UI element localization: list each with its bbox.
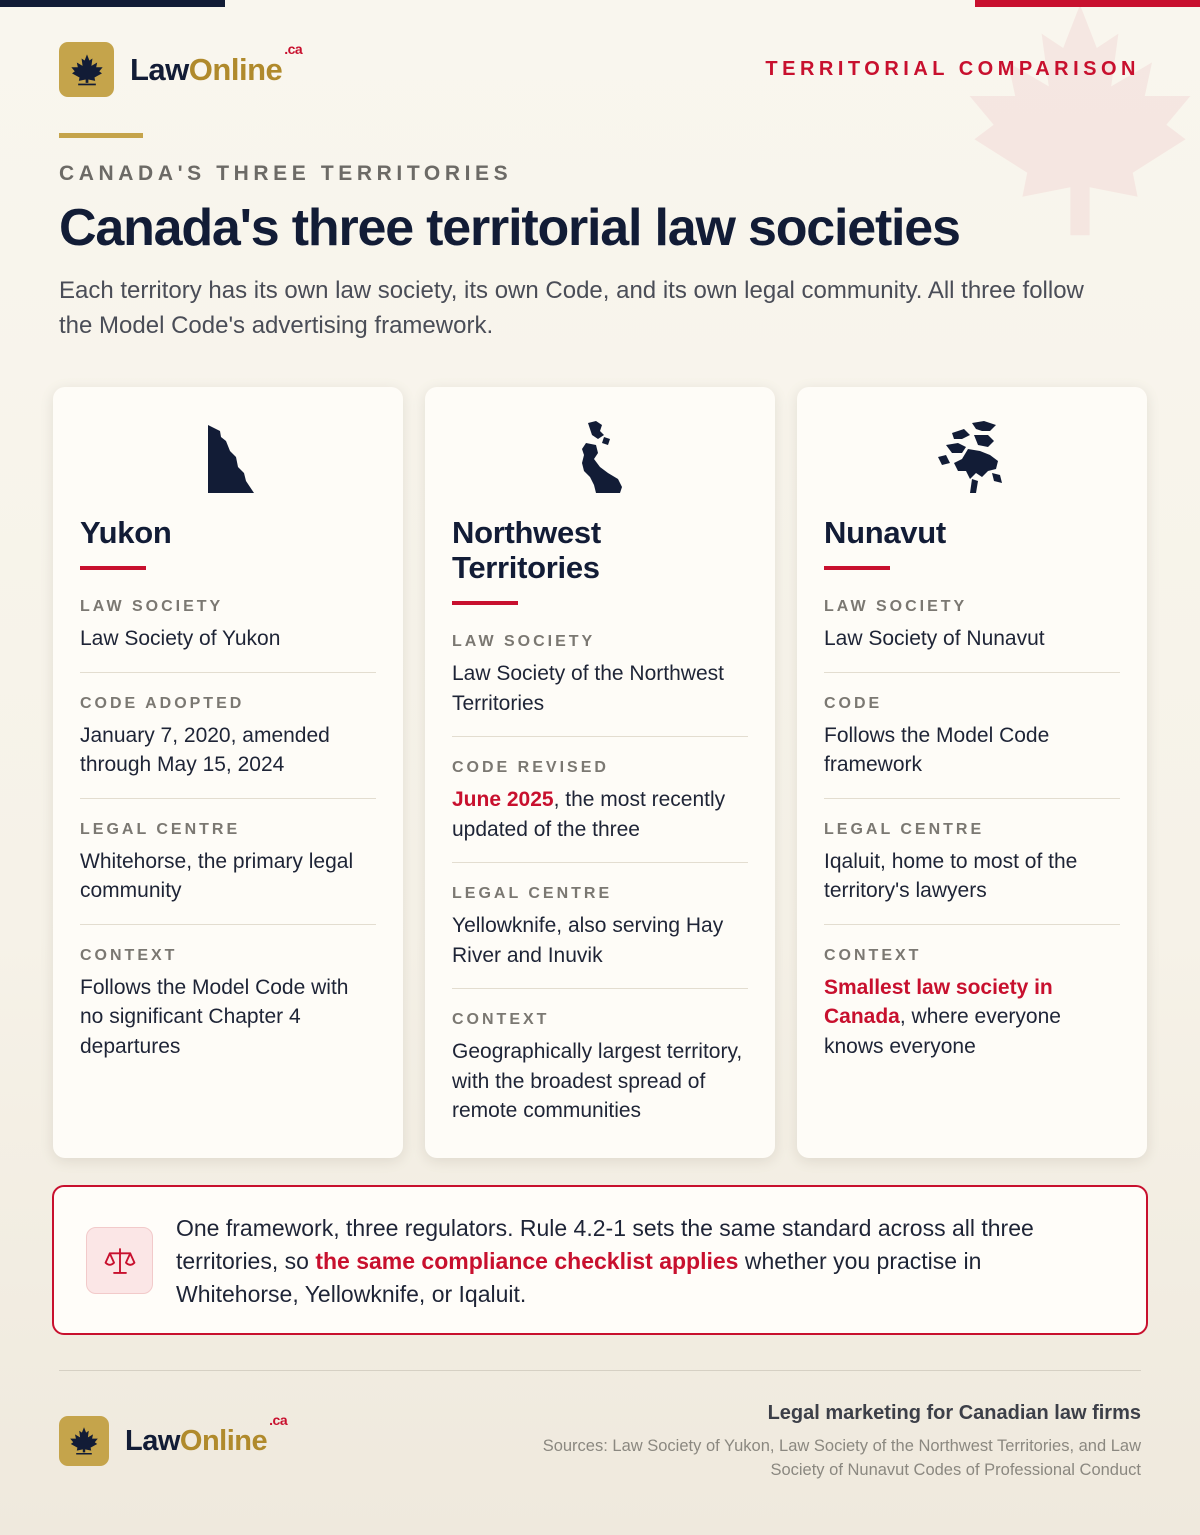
territory-cards [53,387,1148,1158]
card-title: Yukon [80,515,172,550]
field-legal-centre [452,885,748,989]
field-value: Iqaluit, home to most of the territory's lawyers [824,849,1078,902]
field-value [452,785,748,844]
maple-leaf-logo-icon [59,1416,109,1466]
field-value: Whitehorse, the primary legal community [80,849,354,902]
card-accent-rule [80,566,146,570]
field-code [824,695,1120,799]
top-accent-bar-navy [0,0,225,7]
maple-leaf-logo-icon [59,42,114,97]
field-law-society [824,598,1120,673]
field-code-adopted [80,695,376,799]
card-nunavut [797,387,1147,1158]
field-value-rest: , the most recently updated of the three [452,788,726,841]
footer-sources: Sources: Law Society of Yukon, Law Society of the Northwest Territories, and Law Society of Nunavut Codes of Professional Conduct [542,1437,1141,1479]
field-label: CONTEXT [452,1011,550,1028]
field-value: Yellowknife, also serving Hay River and Inuvik [452,914,724,967]
eyebrow-text: CANADA'S THREE TERRITORIES [59,162,513,185]
scales-of-justice-icon [86,1227,153,1294]
callout-highlight: the same compliance checklist applies [315,1248,739,1274]
field-label: CONTEXT [824,946,922,964]
page-title: Canada's three territorial law societies [59,199,960,257]
callout-text-part: One framework, three regulators. Rule 4.2-1 sets the same standard across all three territories, so [176,1215,1034,1274]
card-northwest-territories [425,387,775,1158]
card-accent-rule [824,566,890,570]
field-value [824,973,1120,1062]
field-value: Geographically largest territory, with the broadest spread of remote communities [452,1040,743,1122]
field-label: CODE ADOPTED [80,694,245,712]
field-law-society [80,598,376,673]
field-label: LAW SOCIETY [824,598,968,615]
brand-wordmark: LawOnline$^{.ca}$ [130,41,303,87]
field-label: LAW SOCIETY [452,633,596,650]
card-title: Northwest Territories [452,515,601,585]
field-value: Follows the Model Code with no significant Chapter 4 departures [80,975,349,1058]
footer-tagline: Legal marketing for Canadian law firms [767,1402,1141,1424]
field-label: LEGAL CENTRE [824,820,985,838]
field-label: LEGAL CENTRE [452,885,613,902]
brand-wordmark: LawOnline$^{.ca}$ [125,1411,288,1457]
field-value: Law Society of the Northwest Territories [452,662,724,715]
card-title: Nunavut [824,515,946,550]
field-label: CODE REVISED [452,759,609,776]
northwest-territories-map-icon [560,417,640,497]
field-value: January 7, 2020, amended through May 15, 2024 [80,723,330,776]
field-value: Follows the Model Code framework [824,723,1050,776]
callout-text [176,1212,1096,1311]
field-context [80,947,376,1080]
field-law-society [452,633,748,737]
footer-divider [59,1370,1141,1371]
field-value: Law Society of Yukon [80,627,281,650]
field-label: LEGAL CENTRE [80,820,241,838]
field-value-rest: , where everyone knows everyone [824,1005,1061,1058]
field-value: Law Society of Nunavut [824,627,1045,650]
background-maple-leaf-icon [960,0,1200,240]
yukon-map-icon [188,417,268,497]
nunavut-map-icon [932,417,1012,497]
field-context [824,947,1120,1080]
field-label: LAW SOCIETY [80,598,224,615]
page-header [59,42,1140,98]
field-code-revised [452,759,748,863]
footer-brand-logo[interactable] [59,1411,288,1466]
brand-logo[interactable] [59,42,302,97]
highlight-text: June 2025 [452,788,554,811]
highlight-text: Smallest law society in Canada [824,975,1053,1028]
field-label: CODE [824,694,883,712]
field-label: CONTEXT [80,946,178,964]
callout-box [52,1185,1148,1335]
card-accent-rule [452,601,518,605]
callout-text-part: whether you practise in Whitehorse, Yellowknife, or Iqaluit. [176,1248,982,1307]
field-legal-centre [824,821,1120,925]
field-context [452,1011,748,1144]
page-subtitle: Each territory has its own law society, its own Code, and its own legal community. All three follow the Model Code's advertising framework. [59,277,1084,339]
header-category-label: TERRITORIAL COMPARISON [765,58,1140,80]
field-legal-centre [80,821,376,925]
card-yukon [53,387,403,1158]
gold-divider [59,133,143,138]
